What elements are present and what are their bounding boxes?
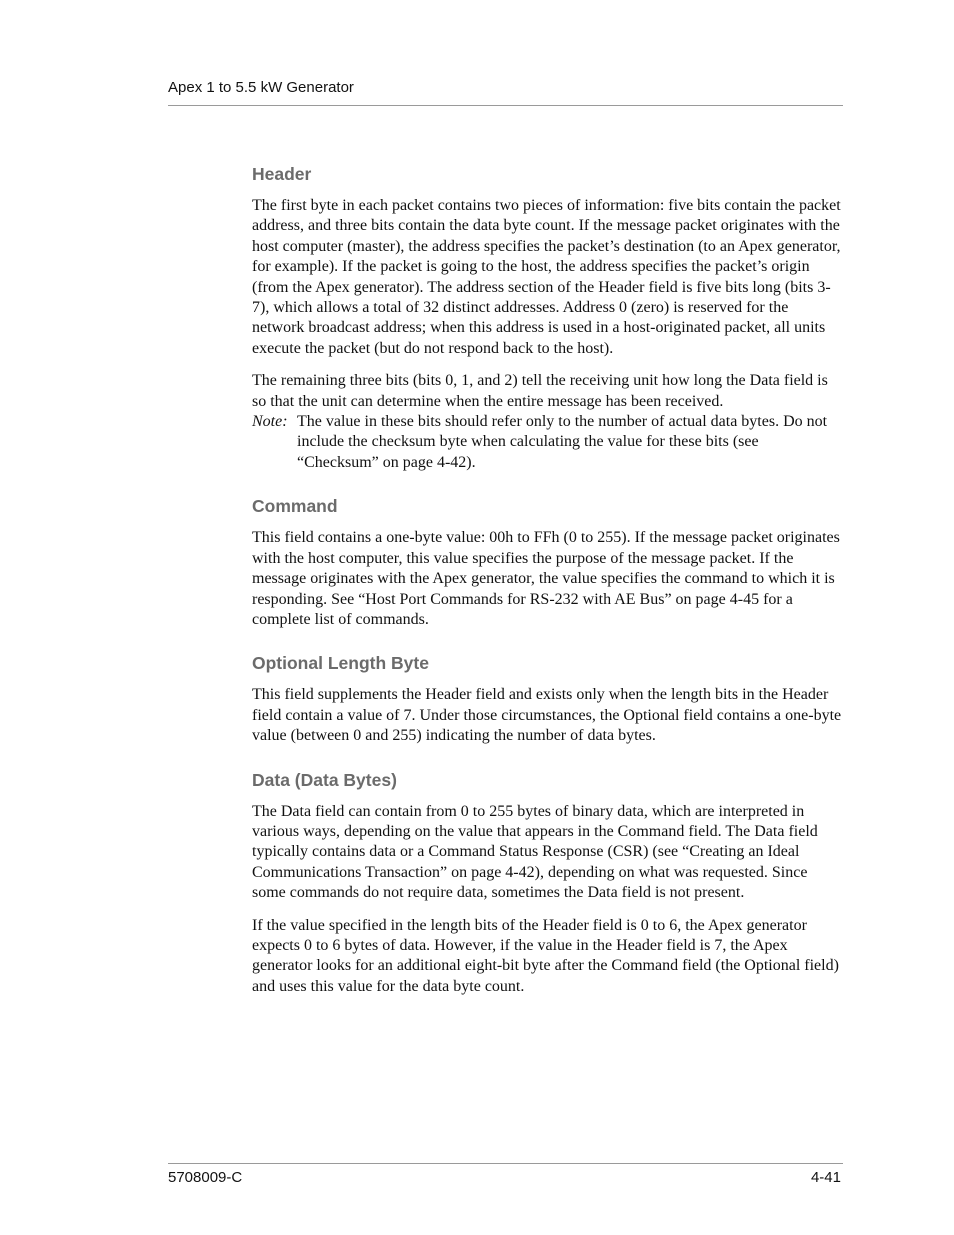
paragraph: The first byte in each packet contains two pieces of information: five bits contain the packet address, and three bits contain the data byte count. If the message packet originates with the host computer (master), the address specifies the packet’s destination (to an Apex generator, for example). If the packet is going to the host, the address specifies the packet’s origin (from the Apex generator). The address section of the Header field is five bits long (bits 3-7), which allows a total of 32 distinct addresses. Address 0 (zero) is reserved for the network broadcast address; when this address is used in a host-originated packet, all units execute the packet (but do not respond back to the host). (252, 197, 841, 357)
section-command (252, 495, 842, 630)
paragraph: The Data field can contain from 0 to 255 bytes of binary data, which are interpreted in various ways, depending on the value that appears in the Command field. The Data field typically contains data or a Command Status Response (CSR) (see “Creating an Ideal Communications Transaction” on page 4-42), depending on what was requested. Since some commands do not require data, sometimes the Data field is not present. (252, 802, 818, 902)
section-heading-header: Header (252, 164, 312, 184)
section-heading-data-bytes: Data (Data Bytes) (252, 769, 397, 790)
paragraph: The remaining three bits (bits 0, 1, and 2) tell the receiving unit how long the Data field is so that the unit can determine when the entire message has been received. (252, 372, 828, 410)
section-heading-command: Command (252, 496, 338, 517)
paragraph: If the value specified in the length bits of the Header field is 0 to 6, the Apex generator expects 0 to 6 bytes of data. However, if the value in the Header field is 7, the Apex generator looks for an additional eight-bit byte after the Command field (the Optional field) and uses this value for the data byte count. (252, 916, 839, 995)
note (252, 412, 842, 473)
section-data-bytes (252, 769, 842, 998)
footer-divider (168, 1163, 843, 1164)
section-heading-optional-length-byte: Optional Length Byte (252, 653, 429, 674)
page-number: 4-41 (810, 1169, 841, 1186)
note-text: The value in these bits should refer only to the number of actual data bytes. Do not include the checksum byte when calculating the value for these bits (see “Checksum” on page 4-42). (297, 413, 828, 471)
header-divider (168, 105, 843, 106)
section-optional-length-byte (252, 652, 842, 746)
document-number: 5708009-C (168, 1169, 243, 1186)
paragraph: This field supplements the Header field and exists only when the length bits in the Header field contain a value of 7. Under those circumstances, the Optional field contains a one-byte value (between 0 and 255) indicating the number of data bytes. (252, 686, 842, 745)
running-header-title: Apex 1 to 5.5 kW Generator (168, 79, 354, 96)
paragraph: This field contains a one-byte value: 00h to FFh (0 to 255). If the message packet originates with the host computer, this value specifies the purpose of the message packet. If the message originates with the Apex generator, the value specifies the command to which it is responding. See “Host Port Commands for RS-232 with AE Bus” on page 4-45 for a complete list of commands. (252, 529, 840, 628)
note-label: Note: (252, 413, 288, 431)
page-content (252, 163, 842, 1019)
section-header (252, 163, 842, 473)
